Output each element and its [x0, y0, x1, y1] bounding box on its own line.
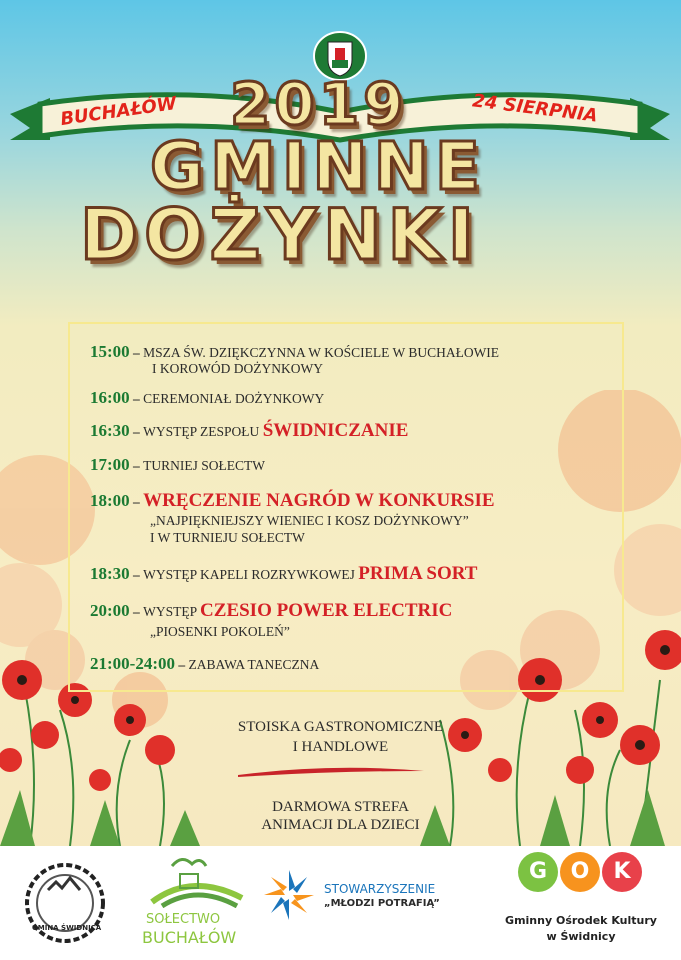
- solectwo-line-2: BUCHAŁÓW: [142, 928, 237, 947]
- title-gminne: GMINNE: [150, 128, 486, 205]
- gok-line-2: w Świdnicy: [546, 930, 616, 943]
- schedule-item-1700: 17:00 – TURNIEJ SOŁECTW: [90, 455, 266, 474]
- stow-line-2: „MŁODZI POTRAFIĄ”: [324, 898, 440, 909]
- solectwo-hills-icon: [142, 852, 252, 908]
- schedule-item-2000: 20:00 – WYSTĘP CZESIO POWER ELECTRIC: [90, 600, 453, 621]
- stalls-line-1: STOISKA GASTRONOMICZNE: [237, 719, 444, 735]
- ribbon-left-text: BUCHAŁÓW: [59, 92, 178, 131]
- schedule-continuation: I KOROWÓD DOŻYNKOWY: [152, 361, 323, 376]
- schedule-time: 17:00: [90, 455, 130, 474]
- gok-letter-o: O: [560, 852, 600, 892]
- kids-line-2: ANIMACJI DLA DZIECI: [261, 817, 420, 833]
- schedule-highlight: PRIMA SORT: [358, 563, 478, 584]
- schedule-time: 21:00-24:00: [90, 654, 175, 673]
- schedule-text: TURNIEJ SOŁECTW: [143, 458, 266, 473]
- schedule-highlight: CZESIO POWER ELECTRIC: [200, 600, 453, 621]
- gmina-label: GMINA ŚWIDNICA: [32, 924, 102, 932]
- schedule-time: 20:00: [90, 601, 130, 620]
- schedule-text: WYSTĘP: [143, 604, 197, 619]
- stowarzyszenie-logo: [262, 868, 492, 938]
- schedule-highlight: ŚWIDNICZANIE: [262, 420, 409, 441]
- gmina-swidnica-logo: [22, 860, 108, 946]
- schedule-quote: „NAJPIĘKNIEJSZY WIENIEC I KOSZ DOŻYNKOWY”: [150, 513, 469, 528]
- schedule-time: 16:00: [90, 388, 130, 407]
- gmina-emblem-icon: [22, 860, 108, 946]
- schedule-text: WYSTĘP KAPELI ROZRYWKOWEJ: [143, 567, 355, 582]
- solectwo-logo: [142, 852, 252, 952]
- schedule-time: 18:00: [90, 491, 130, 510]
- schedule-time: 16:30: [90, 421, 130, 440]
- event-year: 2019: [230, 70, 408, 138]
- ribbon-right-text: 24 SIERPNIA: [471, 90, 599, 127]
- gok-letter-k: K: [602, 852, 642, 892]
- schedule-item-1630: 16:30 – WYSTĘP ZESPOŁU ŚWIDNICZANIE: [90, 420, 409, 441]
- schedule-text: CEREMONIAŁ DOŻYNKOWY: [143, 391, 325, 406]
- schedule-item-1500: 15:00 – MSZA ŚW. DZIĘKCZYNNA W KOŚCIELE W BUCHAŁOWIE: [90, 342, 500, 361]
- schedule-text: WYSTĘP ZESPOŁU: [143, 424, 260, 439]
- gok-line-1: Gminny Ośrodek Kultury: [505, 914, 657, 927]
- schedule-text: ZABAWA TANECZNA: [188, 657, 320, 672]
- schedule-text: MSZA ŚW. DZIĘKCZYNNA W KOŚCIELE W BUCHAŁOWIE: [143, 345, 500, 360]
- schedule-highlight: WRĘCZENIE NAGRÓD W KONKURSIE: [143, 490, 495, 511]
- schedule-item-1600: 16:00 – CEREMONIAŁ DOŻYNKOWY: [90, 388, 325, 407]
- schedule-time: 15:00: [90, 342, 130, 361]
- solectwo-line-1: SOŁECTWO: [146, 912, 221, 927]
- stalls-line-2: I HANDLOWE: [292, 739, 389, 755]
- title-dozynki: DOŻYNKI: [80, 194, 480, 276]
- gok-letter-g: G: [518, 852, 558, 892]
- kids-line-1: DARMOWA STREFA: [272, 799, 409, 815]
- schedule-item-1800: 18:00 – WRĘCZENIE NAGRÓD W KONKURSIE: [90, 490, 495, 511]
- gok-logo: [496, 852, 676, 956]
- schedule-continuation: I W TURNIEJU SOŁECTW: [150, 530, 305, 545]
- schedule-item-2100: 21:00-24:00 – ZABAWA TANECZNA: [90, 654, 320, 673]
- stow-line-1: STOWARZYSZENIE: [324, 882, 436, 896]
- divider-brushstroke: [236, 765, 426, 779]
- schedule-time: 18:30: [90, 564, 130, 583]
- schedule-item-1830: 18:30 – WYSTĘP KAPELI ROZRYWKOWEJ PRIMA SORT: [90, 563, 478, 584]
- schedule-quote: „PIOSENKI POKOLEŃ”: [150, 624, 290, 639]
- star-burst-icon: [262, 868, 316, 922]
- sponsor-footer: [0, 846, 681, 960]
